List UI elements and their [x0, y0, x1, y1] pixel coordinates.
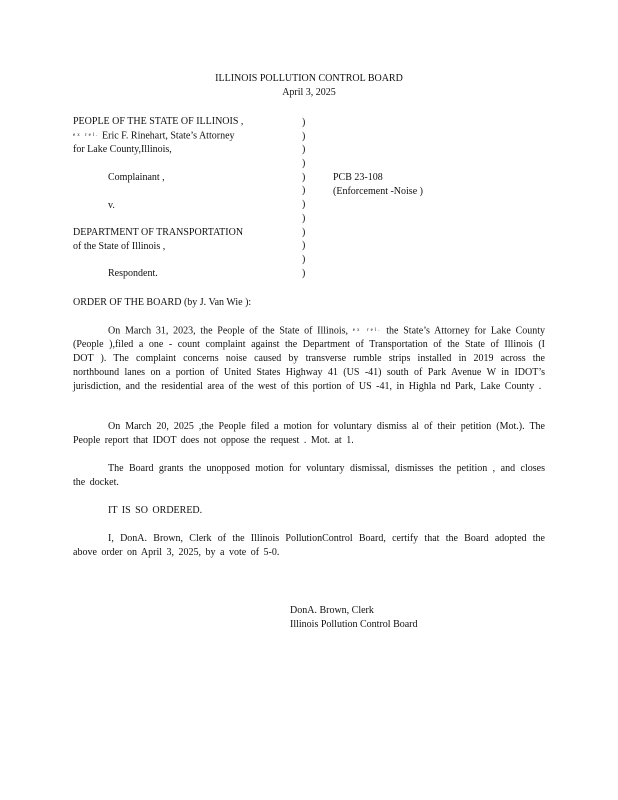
case-type: (Enforcement -Noise ): [333, 186, 423, 197]
caption-respondent-line1: DEPARTMENT OF TRANSPORTATION: [73, 227, 244, 238]
respondent-label: Respondent.: [108, 268, 158, 279]
paragraph-2: On March 20, 2025 ,the People filed a motion for voluntary dismiss al of their petition (Mot.). The People report that IDOT does not oppose the request . Mot. at 1.: [73, 421, 545, 446]
caption-complainant-line3: for Lake County,Illinois,: [73, 144, 172, 155]
paragraph-4: IT IS SO ORDERED.: [108, 505, 203, 516]
board-title: ILLINOIS POLLUTION CONTROL BOARD: [215, 73, 403, 84]
ex-rel-label: ex rel.: [73, 133, 100, 138]
complainant-label: Complainant ,: [108, 172, 165, 183]
caption-respondent-line2: of the State of Illinois ,: [73, 241, 166, 252]
paragraph-3: The Board grants the unopposed motion for voluntary dismissal, dismisses the petition , and closes the docket.: [73, 463, 545, 488]
caption-complainant-line2: [73, 130, 235, 142]
ex-rel-label-body: ex rel.: [352, 328, 382, 333]
case-number: PCB 23-108: [333, 172, 383, 183]
order-date: April 3, 2025: [282, 87, 336, 98]
caption-attorney: Eric F. Rinehart, State’s Attorney: [102, 130, 235, 142]
signature-name: DonA. Brown, Clerk: [290, 605, 374, 616]
paragraph-1: On March 31, 2023, the People of the State of Illinois, ex rel. the State’s Attorney for Lake County (People ),filed a one - count complaint against the Department of Transportation of the State of Illinois (I DOT ). The complaint concerns noise caused by transverse rumble strips installed in 2019 across the northbound lanes on a portion of United States Highway 41 (US -41) south of Park Avenue W in IDOT’s jurisdiction, and the residential area of the west of this portion of US -41, in Highla nd Park, Lake County .: [73, 325, 546, 393]
signature-title: Illinois Pollution Control Board: [290, 619, 418, 630]
caption-complainant-line1: PEOPLE OF THE STATE OF ILLINOIS ,: [73, 116, 244, 127]
paragraph-5-certification: I, DonA. Brown, Clerk of the Illinois PollutionControl Board, certify that the Board adopted the above order on April 3, 2025, by a vote of 5-0.: [73, 533, 545, 558]
caption-parentheses: ) ) ) ) ) ) ) ) ) ) ) ): [302, 117, 306, 279]
order-heading: ORDER OF THE BOARD (by J. Van Wie ):: [73, 297, 252, 308]
versus-label: v.: [108, 200, 115, 211]
